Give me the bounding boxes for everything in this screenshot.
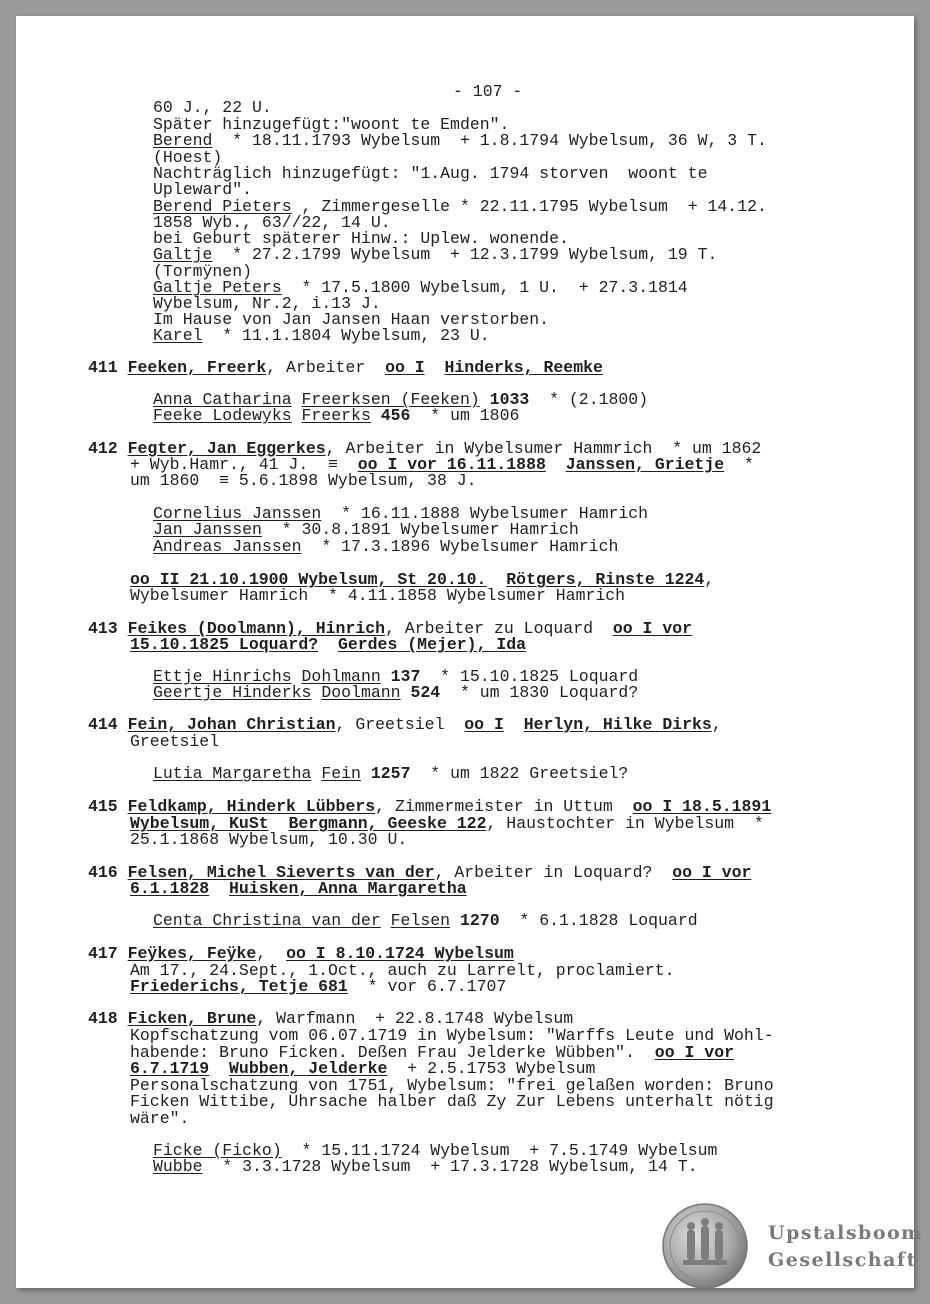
document-page — [16, 16, 923, 1288]
text-segment: * um 1822 Greetsiel? — [410, 764, 629, 783]
underlined-name: Fegter, Jan Eggerkes — [127, 439, 326, 458]
text-segment — [371, 406, 381, 425]
underlined-name: Lutia Margaretha — [153, 764, 312, 783]
text-segment — [311, 764, 321, 783]
text-segment: , Warfmann + 22.8.1748 Wybelsum — [256, 1009, 574, 1028]
underlined-name: Feikes (Doolmann), Hinrich — [127, 619, 386, 638]
underlined-name: Ficke (Ficko) — [153, 1141, 282, 1160]
text-segment: * 15.10.1825 Loquard — [420, 667, 639, 686]
underlined-name: Ficken, Brune — [127, 1009, 257, 1028]
text-segment: 1257 — [370, 764, 411, 783]
underlined-name: Wubbe — [153, 1157, 203, 1176]
text-segment: 524 — [410, 683, 441, 702]
underlined-name: oo I — [385, 358, 425, 377]
underlined-name: 6.7.1719 — [130, 1059, 210, 1078]
underlined-name: Dohlmann — [301, 667, 381, 686]
text-segment: Personalschatzung von 1751, Wybelsum: "frei gelaßen worden: Bruno — [130, 1076, 774, 1095]
text-segment: Wybelsumer Hamrich * 4.11.1858 Wybelsumer Hamrich — [130, 586, 626, 605]
text-segment: * um 1806 — [410, 406, 520, 425]
underlined-name: Galtje Peters — [153, 278, 282, 297]
text-segment — [450, 911, 460, 930]
text-segment: , Zimmergeselle * 22.11.1795 Wybelsum + 14.12. — [291, 197, 767, 216]
text-segment: * 18.11.1793 Wybelsum + 1.8.1794 Wybelsum, 36 W, 3 T. — [212, 131, 767, 150]
underlined-name: Huisken, Anna Margaretha — [229, 879, 467, 898]
text-line — [153, 132, 767, 149]
text-segment — [292, 406, 302, 425]
text-segment: 411 — [88, 358, 128, 377]
text-segment: Kopfschatzung vom 06.07.1719 in Wybelsum: "Warffs Leute und Wohl- — [130, 1026, 774, 1045]
text-segment: Später hinzugefügt:"woont te Emden". — [153, 115, 510, 134]
text-segment: 415 — [88, 797, 128, 816]
underlined-name: 15.10.1825 Loquard? — [130, 635, 319, 654]
text-line — [130, 1060, 595, 1077]
text-line — [153, 99, 272, 116]
underlined-name: Gerdes (Mejer), Ida — [337, 635, 527, 654]
text-segment: * 16.11.1888 Wybelsumer Hamrich — [321, 504, 649, 523]
text-segment: Ficken Wittibe, Uhrsache halber daß Zy Zur Lebens unterhalt nötig — [130, 1092, 774, 1111]
text-segment: , Greetsiel — [335, 715, 465, 734]
underlined-name: Wubben, Jelderke — [229, 1059, 388, 1078]
text-line — [153, 912, 698, 929]
text-line — [130, 978, 506, 995]
underlined-name: oo I vor — [672, 863, 752, 882]
text-segment: wäre". — [130, 1109, 190, 1128]
text-segment: , Arbeiter — [266, 358, 386, 377]
text-segment: Am 17., 24.Sept., 1.Oct., auch zu Larrelt, proclamiert. — [130, 961, 675, 980]
text-segment: * um 1830 Loquard? — [440, 683, 639, 702]
underlined-name: Karel — [153, 326, 203, 345]
text-segment: 25.1.1868 Wybelsum, 10.30 U. — [130, 830, 408, 849]
underlined-name: Jan Janssen — [153, 520, 262, 539]
text-segment — [361, 764, 371, 783]
text-segment: 60 J., 22 U. — [153, 98, 272, 117]
logo-text-line1: Upstalsboom — [768, 1222, 923, 1244]
underlined-name: Feldkamp, Hinderk Lübbers — [127, 797, 376, 816]
underlined-name: Cornelius Janssen — [153, 504, 322, 523]
underlined-name: Janssen, Grietje — [565, 455, 725, 474]
text-line — [88, 716, 722, 733]
text-line — [130, 587, 625, 604]
underlined-name: Freerks — [301, 406, 371, 425]
text-segment — [318, 635, 338, 654]
text-segment: * 3.3.1728 Wybelsum + 17.3.1728 Wybelsum, 14 T. — [202, 1157, 698, 1176]
text-segment: habende: Bruno Ficken. Deßen Frau Jelderke Wübben". — [130, 1043, 655, 1062]
text-segment: Greetsiel — [130, 732, 220, 751]
text-line — [130, 636, 526, 653]
text-segment — [311, 683, 321, 702]
underlined-name: oo I 18.5.1891 — [632, 797, 772, 816]
text-segment — [504, 715, 524, 734]
text-line — [130, 880, 467, 897]
underlined-name: 6.1.1828 — [130, 879, 210, 898]
underlined-name: Berend — [153, 131, 213, 150]
text-segment: * 6.1.1828 Loquard — [499, 911, 698, 930]
text-segment: * 17.3.1896 Wybelsumer Hamrich — [301, 537, 619, 556]
text-line — [130, 472, 477, 489]
text-segment: 456 — [380, 406, 411, 425]
text-segment: * 27.2.1799 Wybelsum + 12.3.1799 Wybelsum, 19 T. — [212, 245, 718, 264]
text-segment — [381, 911, 391, 930]
underlined-name: Felsen, Michel Sieverts van der — [127, 863, 435, 882]
underlined-name: oo I — [464, 715, 504, 734]
underlined-name: Andreas Janssen — [153, 537, 302, 556]
text-line — [130, 1027, 774, 1044]
text-segment: Upleward". — [153, 180, 253, 199]
text-line — [153, 538, 618, 555]
text-segment: * 15.11.1724 Wybelsum + 7.5.1749 Wybelsum — [281, 1141, 718, 1160]
text-segment: Im Hause von Jan Jansen Haan verstorben. — [153, 310, 550, 329]
text-segment — [425, 358, 445, 377]
text-segment: * — [724, 455, 754, 474]
text-segment: 1033 — [489, 390, 530, 409]
text-segment: , Zimmermeister in Uttum — [375, 797, 633, 816]
underlined-name: Doolmann — [321, 683, 401, 702]
underlined-name: Feÿkes, Feÿke — [127, 944, 257, 963]
logo-text-line2: Gesellschaft — [768, 1249, 917, 1271]
text-line — [130, 831, 407, 848]
text-line — [130, 1093, 774, 1110]
text-segment: + Wyb.Hamr., 41 J. ≡ — [130, 455, 358, 474]
underlined-name: Herlyn, Hilke Dirks — [523, 715, 712, 734]
text-line — [88, 359, 603, 376]
underlined-name: Feeke Lodewyks — [153, 406, 292, 425]
text-line — [88, 945, 514, 962]
text-segment: * 17.5.1800 Wybelsum, 1 U. + 27.3.1814 — [281, 278, 688, 297]
underlined-name: Galtje — [153, 245, 213, 264]
text-segment: 137 — [390, 667, 421, 686]
text-segment: (Tormÿnen) — [153, 262, 253, 281]
text-segment: , Arbeiter in Loquard? — [434, 863, 673, 882]
text-segment: 1858 Wyb., 63//22, 14 U. — [153, 213, 391, 232]
text-segment: * 11.1.1804 Wybelsum, 23 U. — [202, 326, 490, 345]
text-line — [130, 733, 219, 750]
underlined-name: Fein — [321, 764, 361, 783]
text-line — [153, 765, 628, 782]
text-line — [153, 246, 717, 263]
text-segment: 414 — [88, 715, 128, 734]
text-line — [153, 181, 252, 198]
text-segment: * vor 6.7.1707 — [347, 977, 507, 996]
underlined-name: Centa Christina van der — [153, 911, 381, 930]
text-line — [130, 1110, 189, 1127]
underlined-name: Feeken, Freerk — [127, 358, 267, 377]
underlined-name: Anna Catharina — [153, 390, 292, 409]
text-segment: 412 — [88, 439, 128, 458]
text-segment: bei Geburt späterer Hinw.: Uplew. wonende. — [153, 229, 569, 248]
underlined-name: Fein, Johan Christian — [127, 715, 336, 734]
text-line — [153, 1158, 698, 1175]
text-segment: um 1860 ≡ 5.6.1898 Wybelsum, 38 J. — [130, 471, 477, 490]
underlined-name: oo I vor — [612, 619, 693, 638]
text-segment: * (2.1800) — [529, 390, 649, 409]
underlined-name: oo II 21.10.1900 Wybelsum, St 20.10. — [130, 570, 487, 589]
text-line — [153, 521, 579, 538]
text-segment: , — [256, 944, 287, 963]
text-segment: 418 — [88, 1009, 128, 1028]
underlined-name: Freerksen (Feeken) — [301, 390, 480, 409]
text-segment: * 30.8.1891 Wybelsumer Hamrich — [261, 520, 579, 539]
text-segment: , — [711, 715, 722, 734]
underlined-name: Wybelsum, KuSt — [130, 814, 269, 833]
text-segment: (Hoest) — [153, 148, 223, 167]
page-number: - 107 - — [453, 82, 523, 101]
text-segment: + 2.5.1753 Wybelsum — [387, 1059, 596, 1078]
text-segment: , Arbeiter zu Loquard — [385, 619, 613, 638]
underlined-name: Rötgers, Rinste 1224 — [506, 570, 705, 589]
text-segment: Wybelsum, Nr.2, i.13 J. — [153, 294, 381, 313]
underlined-name: oo I vor 16.11.1888 — [357, 455, 546, 474]
underlined-name: oo I vor — [654, 1043, 735, 1062]
underlined-name: Ettje Hinrichs — [153, 667, 292, 686]
text-segment: 1270 — [459, 911, 500, 930]
text-segment: , Haustochter in Wybelsum * — [486, 814, 764, 833]
text-segment: 413 — [88, 619, 128, 638]
text-line — [88, 798, 771, 815]
text-segment — [401, 683, 411, 702]
text-segment: 416 — [88, 863, 128, 882]
underlined-name: Felsen — [390, 911, 451, 930]
text-line — [88, 1010, 573, 1027]
underlined-name: oo I 8.10.1724 Wybelsum — [286, 944, 514, 963]
text-segment — [209, 879, 229, 898]
underlined-name: Hinderks, Reemke — [444, 358, 603, 377]
text-segment — [546, 455, 566, 474]
underlined-name: Berend Pieters — [153, 197, 292, 216]
text-segment: , — [704, 570, 715, 589]
seal-icon — [661, 1202, 749, 1290]
text-line — [153, 327, 490, 344]
text-segment: Nachträglich hinzugefügt: "1.Aug. 1794 storven woont te — [153, 164, 708, 183]
underlined-name: Friederichs, Tetje 681 — [130, 977, 348, 996]
text-line — [153, 407, 519, 424]
text-line — [153, 684, 638, 701]
underlined-name: Geertje Hinderks — [153, 683, 312, 702]
text-segment: , Arbeiter in Wybelsumer Hammrich * um 1862 — [325, 439, 762, 458]
underlined-name: Bergmann, Geeske 122 — [288, 814, 487, 833]
text-segment: 417 — [88, 944, 128, 963]
